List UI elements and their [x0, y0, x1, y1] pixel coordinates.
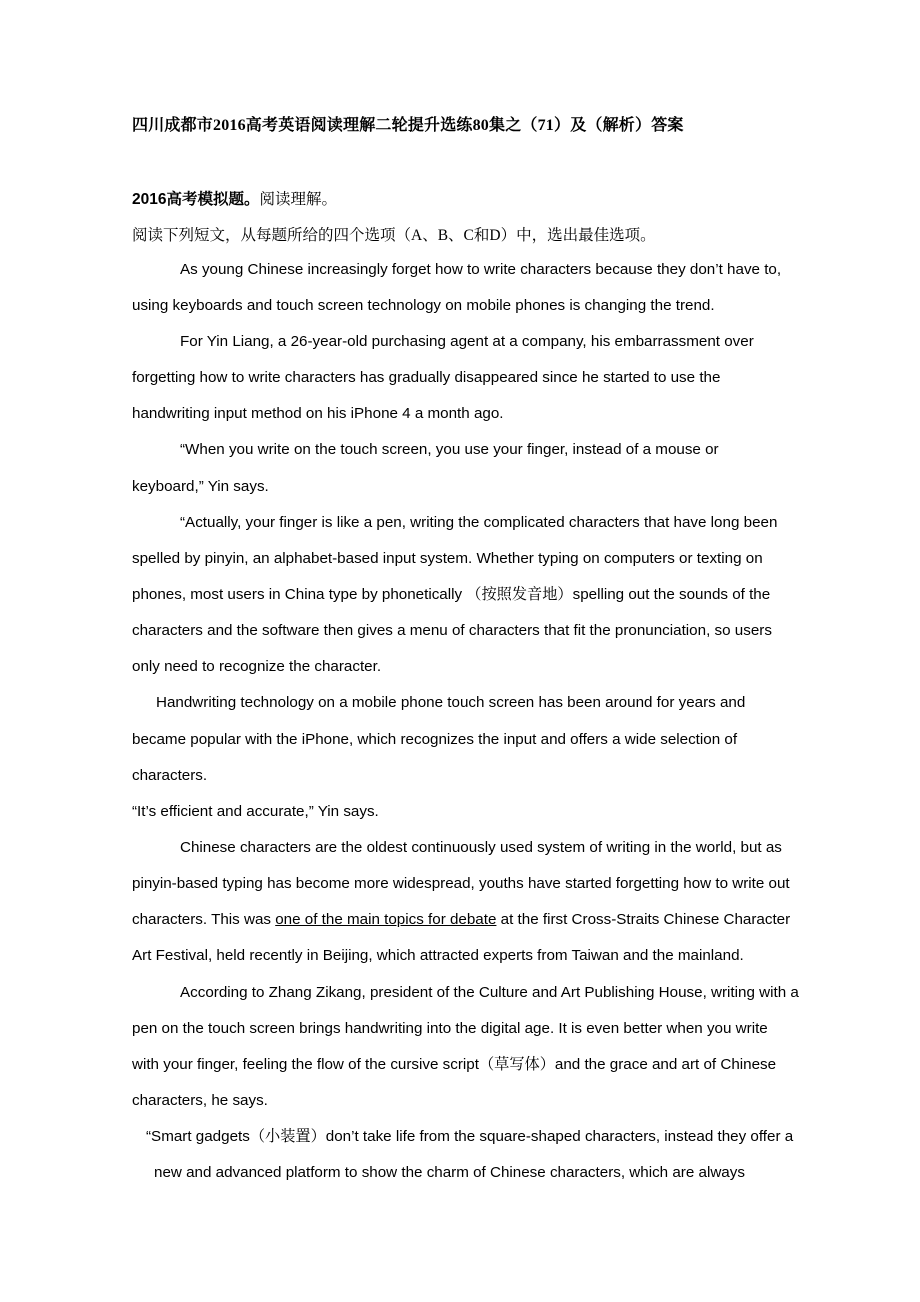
passage-line: characters. — [132, 767, 208, 784]
section-heading-rest: 阅读理解。 — [259, 191, 337, 208]
passage-line: Art Festival, held recently in Beijing, which attracted experts from Taiwan and the mainland. — [132, 947, 744, 964]
passage-line: spelled by pinyin, an alphabet-based input system. Whether typing on computers or texting on — [132, 550, 763, 567]
passage-line — [132, 910, 790, 930]
passage-line: Chinese characters are the oldest continuously used system of writing in the world, but as — [180, 839, 782, 856]
passage-line: “When you write on the touch screen, you use your finger, instead of a mouse or — [180, 441, 719, 458]
passage-text: characters. This was — [132, 911, 276, 928]
passage-line: Handwriting technology on a mobile phone touch screen has been around for years and — [156, 694, 746, 711]
passage-line: “Actually, your finger is like a pen, writing the complicated characters that have long been — [180, 514, 778, 531]
section-heading-bold: 2016高考模拟题。 — [132, 191, 260, 208]
passage-line: For Yin Liang, a 26-year-old purchasing agent at a company, his embarrassment over — [180, 333, 754, 350]
document-title: 四川成都市2016高考英语阅读理解二轮提升选练80集之（71）及（解析）答案 — [132, 117, 684, 134]
passage-line: became popular with the iPhone, which recognizes the input and offers a wide selection of — [132, 731, 738, 748]
passage-line: keyboard,” Yin says. — [132, 478, 269, 495]
passage-line: phones, most users in China type by phonetically （按照发音地）spelling out the sounds of the — [132, 586, 771, 603]
passage-line: new and advanced platform to show the charm of Chinese characters, which are always — [154, 1164, 745, 1181]
passage-line: “Smart gadgets（小装置）don’t take life from the square-shaped characters, instead they offer a — [146, 1128, 794, 1145]
instruction-text: 阅读下列短文，从每题所给的四个选项（A、B、C和D）中，选出最佳选项。 — [132, 227, 656, 244]
passage-line: using keyboards and touch screen technology on mobile phones is changing the trend. — [132, 297, 715, 314]
passage-line: handwriting input method on his iPhone 4 a month ago. — [132, 405, 504, 422]
section-heading — [132, 187, 337, 209]
passage-line: characters, he says. — [132, 1092, 268, 1109]
passage-text: at the first Cross-Straits Chinese Character — [496, 911, 791, 928]
passage-line: According to Zhang Zikang, president of the Culture and Art Publishing House, writing with a — [180, 984, 799, 1001]
passage-line: characters and the software then gives a menu of characters that fit the pronunciation, so users — [132, 622, 772, 639]
passage-line: pinyin-based typing has become more widespread, youths have started forgetting how to write out — [132, 875, 790, 892]
passage-line: only need to recognize the character. — [132, 658, 382, 675]
passage-line: with your finger, feeling the flow of the cursive script（草写体）and the grace and art of Chinese — [132, 1056, 777, 1073]
passage-line: As young Chinese increasingly forget how to write characters because they don’t have to, — [180, 261, 782, 278]
passage-line: pen on the touch screen brings handwriting into the digital age. It is even better when you write — [132, 1020, 768, 1037]
passage-line: “It’s efficient and accurate,” Yin says. — [132, 803, 379, 820]
passage-line: forgetting how to write characters has gradually disappeared since he started to use the — [132, 369, 721, 386]
underlined-phrase: one of the main topics for debate — [275, 911, 497, 928]
